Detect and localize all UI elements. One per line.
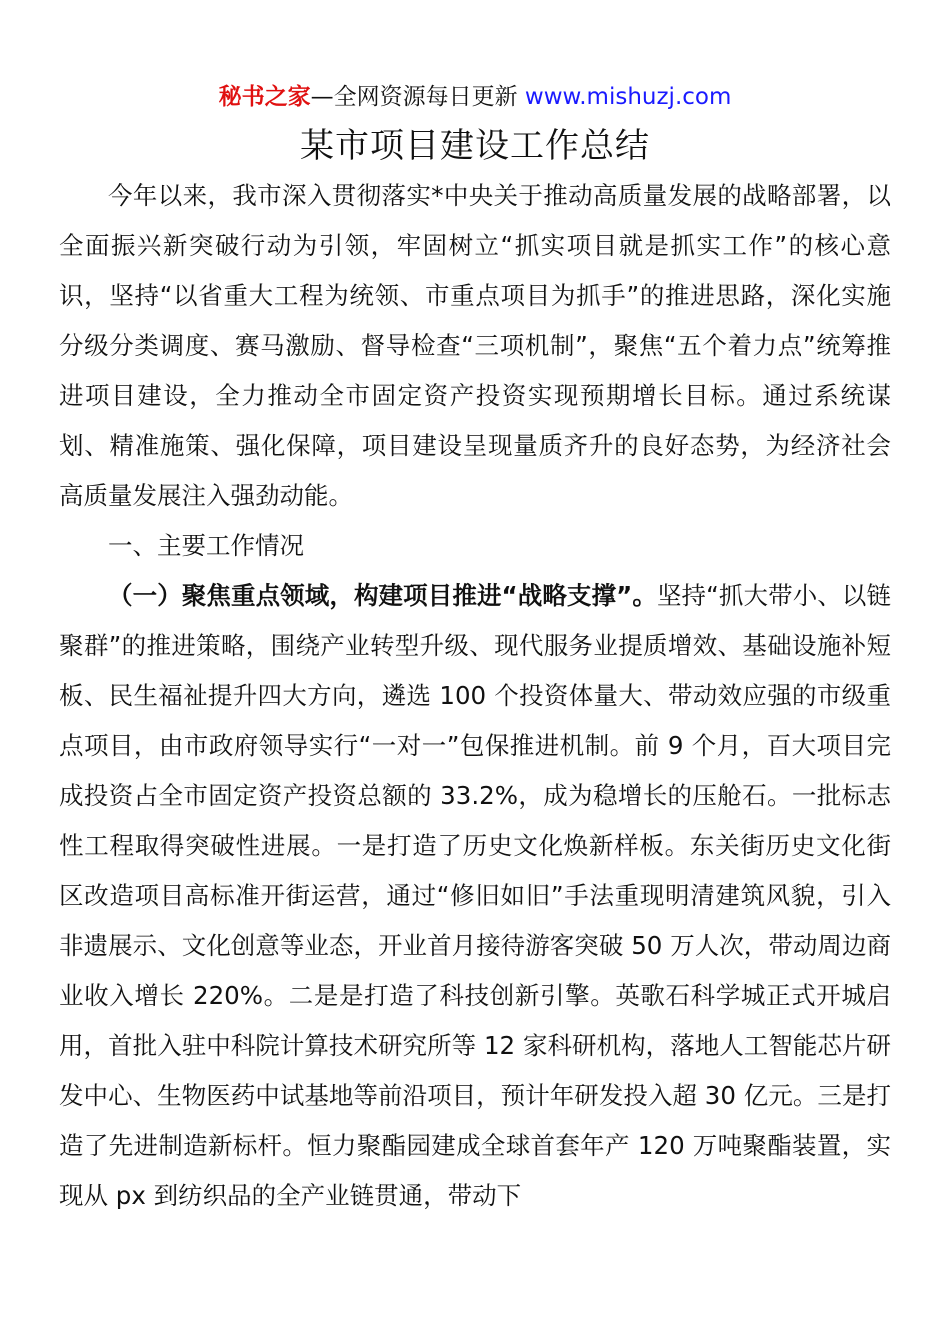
- item-lead-heading: （一）聚焦重点领域，构建项目推进“战略支撑”。: [108, 581, 657, 610]
- intro-paragraph: 今年以来，我市深入贯彻落实*中央关于推动高质量发展的战略部署，以全面振兴新突破行动为引领，牢固树立“抓实项目就是抓实工作”的核心意识，坚持“以省重大工程为统领、市重点项目为抓手”的推进思路，深化实施分级分类调度、赛马激励、督导检查“三项机制”，聚焦“五个着力点”统筹推进项目建设，全力推动全市固定资产投资实现预期增长目标。通过系统谋划、精准施策、强化保障，项目建设呈现量质齐升的良好态势，为经济社会高质量发展注入强劲动能。: [59, 181, 891, 510]
- brand-name: 秘书之家: [218, 84, 311, 110]
- section-heading: 一、主要工作情况: [108, 531, 304, 560]
- site-url-link[interactable]: www.mishuzj.com: [524, 84, 732, 110]
- header-tagline: —全网资源每日更新: [310, 84, 525, 110]
- item-paragraph: [59, 571, 891, 1221]
- item-paragraph-text: 坚持“抓大带小、以链聚群”的推进策略，围绕产业转型升级、现代服务业提质增效、基础设施补短板、民生福祉提升四大方向，遴选 100 个投资体量大、带动效应强的市级重点项目，由市政府领导实行“一对一”包保推进机制。前 9 个月，百大项目完成投资占全市固定资产投资总额的 33.2%，成为稳增长的压舱石。一批标志性工程取得突破性进展。一是打造了历史文化焕新样板。东关街历史文化街区改造项目高标准开街运营，通过“修旧如旧”手法重现明清建筑风貌，引入非遗展示、文化创意等业态，开业首月接待游客突破 50 万人次，带动周边商业收入增长 220%。二是是打造了科技创新引擎。英歌石科学城正式开城启用，首批入驻中科院计算技术研究所等 12 家科研机构，落地人工智能芯片研发中心、生物医药中试基地等前沿项目，预计年研发投入超 30 亿元。三是打造了先进制造新标杆。恒力聚酯园建成全球首套年产 120 万吨聚酯装置，实现从 px 到纺织品的全产业链贯通，带动下: [59, 581, 891, 1210]
- document-title: 某市项目建设工作总结: [300, 126, 650, 166]
- site-header: [0, 80, 950, 114]
- document-body: [59, 171, 891, 1221]
